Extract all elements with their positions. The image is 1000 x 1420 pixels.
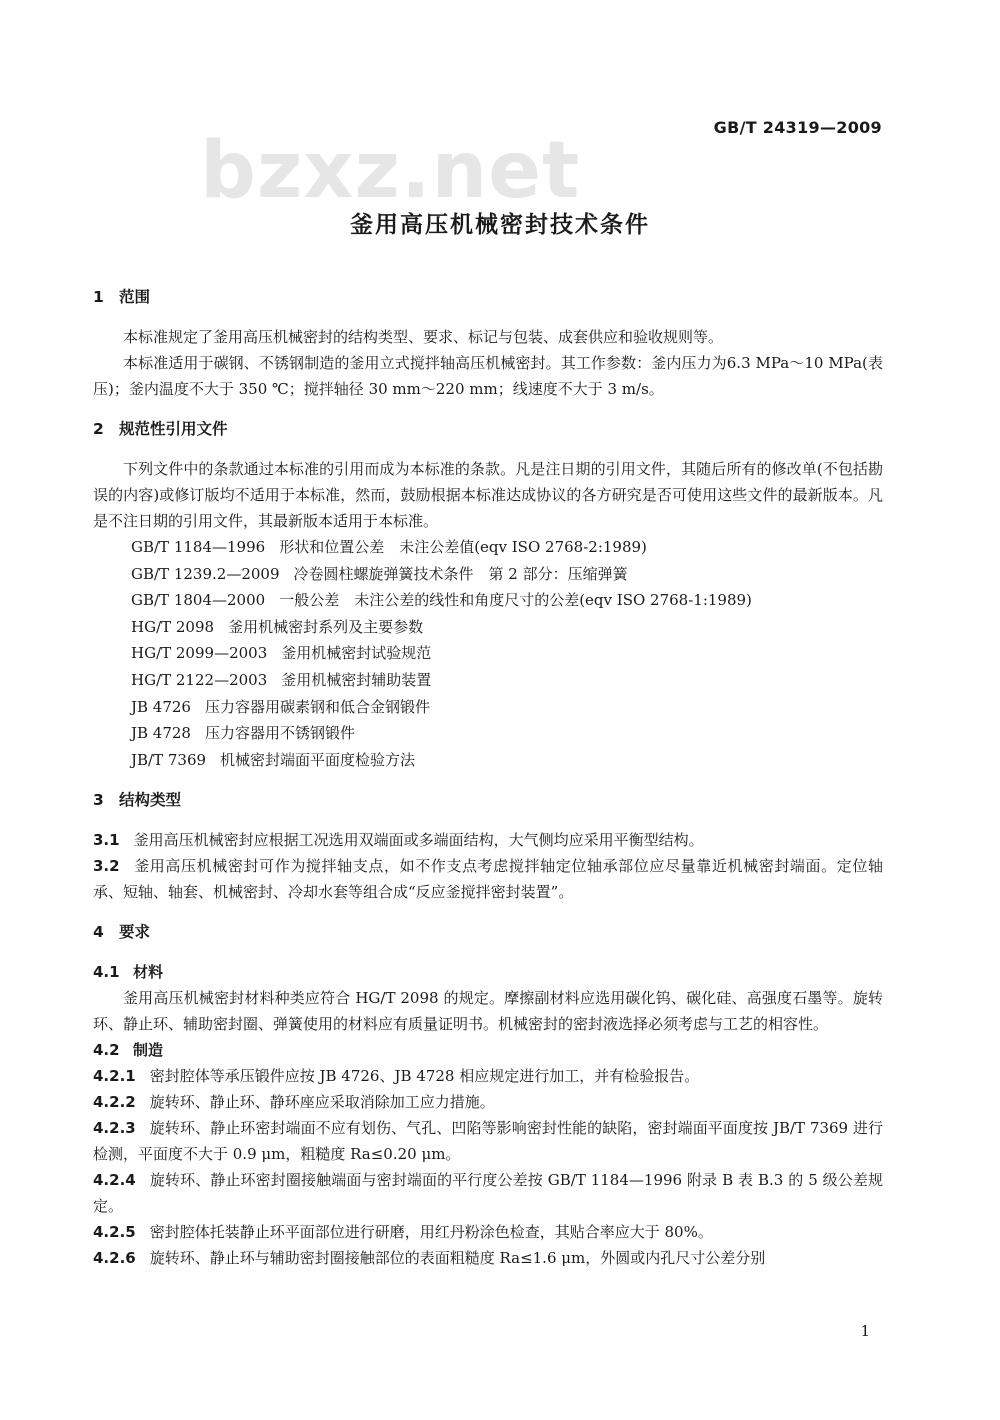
reference-item — [93, 747, 883, 774]
reference-code: HG/T 2122—2003 — [131, 670, 268, 689]
paragraph: 本标准规定了釜用高压机械密封的结构类型、要求、标记与包装、成套供应和验收规则等。 — [123, 328, 724, 346]
reference-item — [93, 720, 883, 747]
reference-code: GB/T 1239.2—2009 — [131, 564, 280, 583]
clause-number: 4.2.4 — [93, 1171, 136, 1190]
section-number: 3 — [93, 791, 104, 810]
clause-text: 密封腔体托装静止环平面部位进行研磨，用红丹粉涂色检查，其贴合率应大于 80%。 — [149, 1223, 713, 1242]
section-number: 1 — [93, 288, 104, 306]
clause-text: 旋转环、静止环、静环座应采取消除加工应力措施。 — [149, 1093, 495, 1112]
section-number: 2 — [93, 420, 104, 438]
clause-text: 釜用高压机械密封应根据工况选用双端面或多端面结构，大气侧均应采用平衡型结构。 — [133, 831, 704, 850]
reference-item — [93, 534, 883, 561]
clause — [93, 1167, 883, 1219]
section-number: 4 — [93, 923, 104, 942]
reference-title: 压力容器用不锈钢锻件 — [204, 724, 355, 743]
clause-text: 密封腔体等承压锻件应按 JB 4726、JB 4728 相应规定进行加工，并有检验报告。 — [149, 1067, 700, 1086]
page-title: 釜用高压机械密封技术条件 — [350, 212, 650, 238]
reference-title: 釜用机械密封辅助装置 — [281, 670, 432, 689]
paragraph: 下列文件中的条款通过本标准的引用而成为本标准的条款。凡是注日期的引用文件，其随后所有的修改单(不包括勘误的内容)或修订版均不适用于本标准，然而，鼓励根据本标准达成协议的各方研究是否可使用这些文件的最新版本。凡是不注日期的引用文件，其最新版本适用于本标准。 — [93, 460, 883, 530]
section-heading — [93, 416, 883, 442]
watermark: bzxz.net — [200, 126, 581, 216]
clause-number: 4.2.3 — [93, 1119, 136, 1138]
reference-list — [93, 534, 883, 773]
reference-title: 压力容器用碳素钢和低合金钢锻件 — [204, 697, 430, 716]
clause-number: 4.2.1 — [93, 1067, 136, 1086]
clause — [93, 1089, 883, 1115]
clause-number: 3.2 — [93, 857, 120, 876]
document-body — [93, 284, 883, 1271]
section-title: 要求 — [119, 923, 151, 942]
reference-item — [93, 614, 883, 641]
section-heading — [93, 919, 883, 945]
reference-title: 机械密封端面平面度检验方法 — [220, 750, 416, 769]
reference-code: GB/T 1184—1996 — [131, 538, 266, 556]
reference-code: HG/T 2098 — [131, 617, 215, 636]
section-heading — [93, 284, 883, 310]
reference-code: JB 4726 — [131, 697, 191, 716]
reference-title: 一般公差 未注公差的线性和角度尺寸的公差(eqv ISO 2768-1:1989) — [279, 591, 752, 610]
reference-code: JB/T 7369 — [131, 750, 207, 769]
subsection-number: 4.2 — [93, 1041, 120, 1060]
subsection-title: 制造 — [133, 1041, 164, 1060]
reference-item — [93, 667, 883, 694]
reference-item — [93, 640, 883, 667]
reference-title: 形状和位置公差 未注公差值(eqv ISO 2768-2:1989) — [279, 538, 647, 556]
paragraph: 本标准适用于碳钢、不锈钢制造的釜用立式搅拌轴高压机械密封。其工作参数：釜内压力为6.3 MPa～10 MPa(表压)；釜内温度不大于 350 ℃；搅拌轴径 30 mm～220 mm；线速度不大于 3 m/s。 — [93, 354, 883, 398]
subsection-title: 材料 — [133, 963, 164, 982]
clause — [93, 853, 883, 905]
section-title: 结构类型 — [119, 791, 182, 810]
section-title: 规范性引用文件 — [119, 420, 228, 438]
clause — [93, 827, 883, 853]
clause-text: 旋转环、静止环密封端面不应有划伤、气孔、凹陷等影响密封性能的缺陷，密封端面平面度按 JB/T 7369 进行检测，平面度不大于 0.9 μm，粗糙度 Ra≤0.20 μm。 — [93, 1119, 883, 1164]
clause-text: 旋转环、静止环密封圈接触端面与密封端面的平行度公差按 GB/T 1184—1996 附录 B 表 B.3 的 5 级公差规定。 — [93, 1171, 883, 1216]
clause-number: 3.1 — [93, 831, 120, 850]
clause-number: 4.2.6 — [93, 1249, 136, 1268]
reference-item — [93, 561, 883, 588]
section-heading — [93, 787, 883, 813]
section-title: 范围 — [119, 288, 151, 306]
reference-code: GB/T 1804—2000 — [131, 591, 266, 610]
clause — [93, 1063, 883, 1089]
reference-code: HG/T 2099—2003 — [131, 644, 268, 663]
subsection-number: 4.1 — [93, 963, 120, 982]
clause — [93, 1219, 883, 1245]
clause — [93, 1245, 883, 1271]
reference-item — [93, 694, 883, 721]
clause-number: 4.2.2 — [93, 1093, 136, 1112]
reference-code: JB 4728 — [131, 724, 191, 743]
clause — [93, 1115, 883, 1167]
standard-number: GB/T 24319—2009 — [713, 118, 882, 137]
clause-text: 旋转环、静止环与辅助密封圈接触部位的表面粗糙度 Ra≤1.6 μm，外圆或内孔尺寸公差分别 — [149, 1249, 766, 1268]
subsection-heading — [93, 1037, 883, 1063]
paragraph: 釜用高压机械密封材料种类应符合 HG/T 2098 的规定。摩擦副材料应选用碳化钨、碳化硅、高强度石墨等。旋转环、静止环、辅助密封圈、弹簧使用的材料应有质量证明书。机械密封的密封液选择必须考虑与工艺的相容性。 — [93, 989, 883, 1034]
reference-title: 釜用机械密封试验规范 — [281, 644, 432, 663]
reference-item — [93, 587, 883, 614]
subsection-heading — [93, 959, 883, 985]
reference-title: 冷卷圆柱螺旋弹簧技术条件 第 2 部分：压缩弹簧 — [293, 564, 628, 583]
clause-number: 4.2.5 — [93, 1223, 136, 1242]
page-number: 1 — [860, 1322, 870, 1340]
clause-text: 釜用高压机械密封可作为搅拌轴支点，如不作支点考虑搅拌轴定位轴承部位应尽量靠近机械密封端面。定位轴承、短轴、轴套、机械密封、冷却水套等组合成“反应釜搅拌密封装置”。 — [93, 857, 883, 902]
reference-title: 釜用机械密封系列及主要参数 — [228, 617, 424, 636]
